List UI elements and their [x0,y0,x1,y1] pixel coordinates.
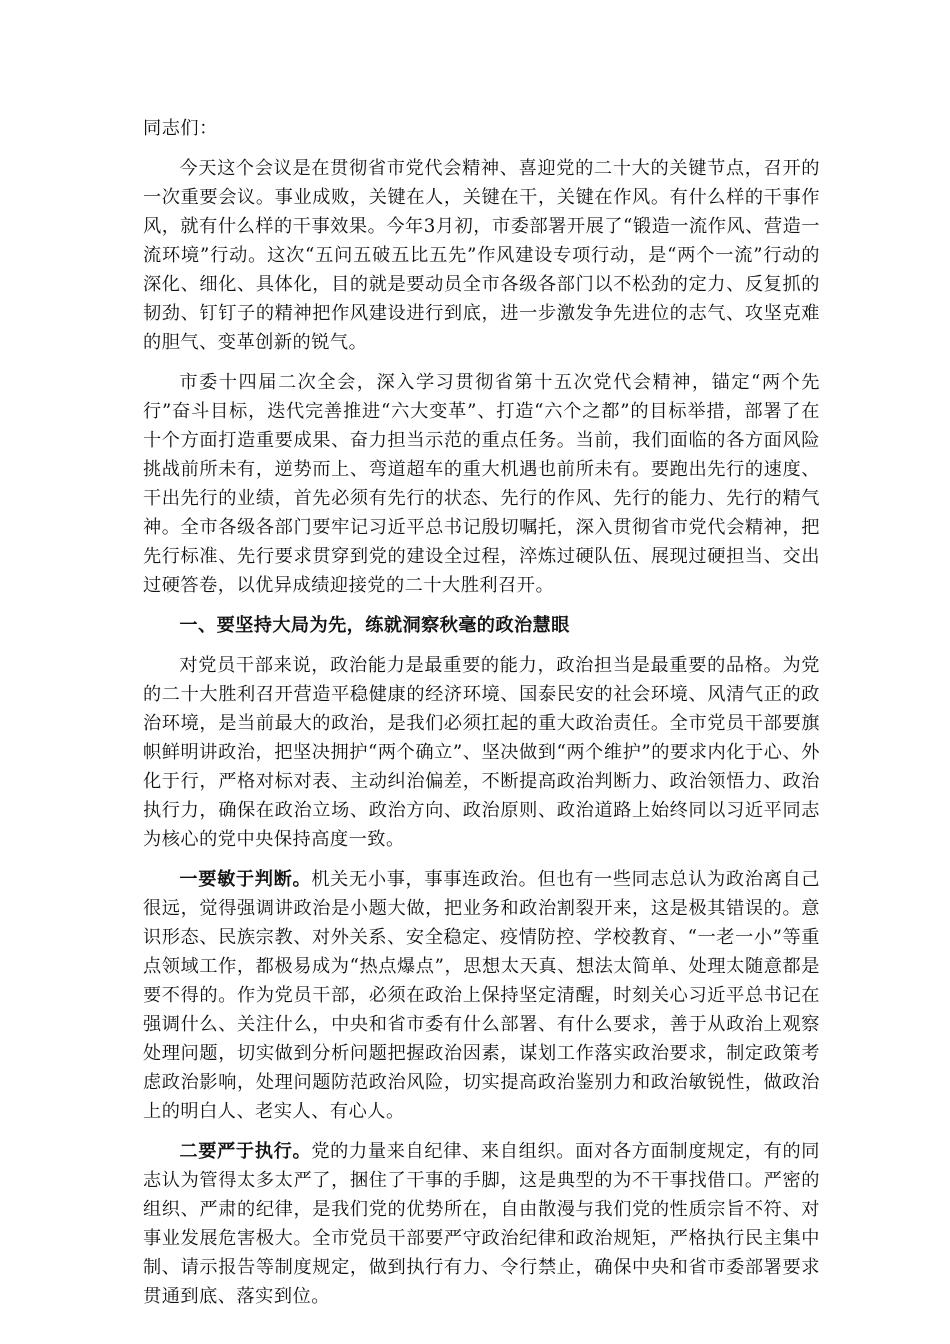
salutation: 同志们： [143,118,218,139]
document-body [143,114,820,1311]
point-2-lead: 二要严于执行。 [179,1141,312,1162]
point-1-text: 机关无小事，事事连政治。但也有一些同志总认为政治离自己很远，觉得强调讲政治是小题大做，把业务和政治割裂开来，这是极其错误的。意识形态、民族宗教、对外关系、安全稳定、疫情防控、学校教育、“一老一小”等重点领域工作，都极易成为“热点爆点”，思想太天真、想法太简单、处理太随意都是要不得的。作为党员干部，必须在政治上保持坚定清醒，时刻关心习近平总书记在强调什么、关注什么，中央和省市委有什么部署、有什么要求，善于从政治上观察处理问题，切实做到分析问题把握政治因素，谋划工作落实政治要求，制定政策考虑政治影响，处理问题防范政治风险，切实提高政治鉴别力和政治敏锐性，做政治上的明白人、老实人、有心人。 [143,869,820,1122]
paragraph-point-1 [143,865,820,1126]
paragraph-political-ability: 对党员干部来说，政治能力是最重要的能力，政治担当是最重要的品格。为党的二十大胜利召开营造平稳健康的经济环境、国泰民安的社会环境、风清气正的政治环境，是当前最大的政治，是我们必须扛起的重大政治责任。全市党员干部要旗帜鲜明讲政治，把坚决拥护“两个确立”、坚决做到“两个维护”的要求内化于心、外化于行，严格对标对表、主动纠治偏差，不断提高政治判断力、政治领悟力、政治执行力，确保在政治立场、政治方向、政治原则、政治道路上始终同以习近平同志为核心的党中央保持高度一致。 [143,655,820,850]
paragraph-intro: 今天这个会议是在贯彻省市党代会精神、喜迎党的二十大的关键节点，召开的一次重要会议。事业成败，关键在人，关键在干，关键在作风。有什么样的干事作风，就有什么样的干事效果。今年3月初，市委部署开展了“锻造一流作风、营造一流环境”行动。这次“五问五破五比五先”作风建设专项行动，是“两个一流”行动的深化、细化、具体化，目的就是要动员全市各级各部门以不松劲的定力、反复抓的韧劲、钉钉子的精神把作风建设进行到底，进一步激发争先进位的志气、攻坚克难的胆气、变革创新的锐气。 [143,158,820,353]
point-2-text: 党的力量来自纪律、来自组织。面对各方面制度规定，有的同志认为管得太多太严了，捆住了干事的手脚，这是典型的为不干事找借口。严密的组织、严肃的纪律，是我们党的优势所在，自由散漫与我们党的性质宗旨不符、对事业发展危害极大。全市党员干部要严守政治纪律和政治规矩，严格执行民主集中制、请示报告等制度规定，做到执行有力、令行禁止，确保中央和省市委部署要求贯通到底、落实到位。 [143,1141,820,1307]
point-1-lead: 一要敏于判断。 [179,869,312,890]
paragraph-plenary: 市委十四届二次全会，深入学习贯彻省第十五次党代会精神，锚定“两个先行”奋斗目标，迭代完善推进“六大变革”、打造“六个之都”的目标举措，部署了在十个方面打造重要成果、奋力担当示范的重点任务。当前，我们面临的各方面风险挑战前所未有，逆势而上、弯道超车的重大机遇也前所未有。要跑出先行的速度、干出先行的业绩，首先必须有先行的状态、先行的作风、先行的能力、先行的精气神。全市各级各部门要牢记习近平总书记殷切嘱托，深入贯彻省市党代会精神，把先行标准、先行要求贯穿到党的建设全过程，淬炼过硬队伍、展现过硬担当、交出过硬答卷，以优异成绩迎接党的二十大胜利召开。 [143,372,820,596]
paragraph-point-2 [143,1137,820,1311]
section-heading-1: 一、要坚持大局为先，练就洞察秋毫的政治慧眼 [179,615,570,636]
